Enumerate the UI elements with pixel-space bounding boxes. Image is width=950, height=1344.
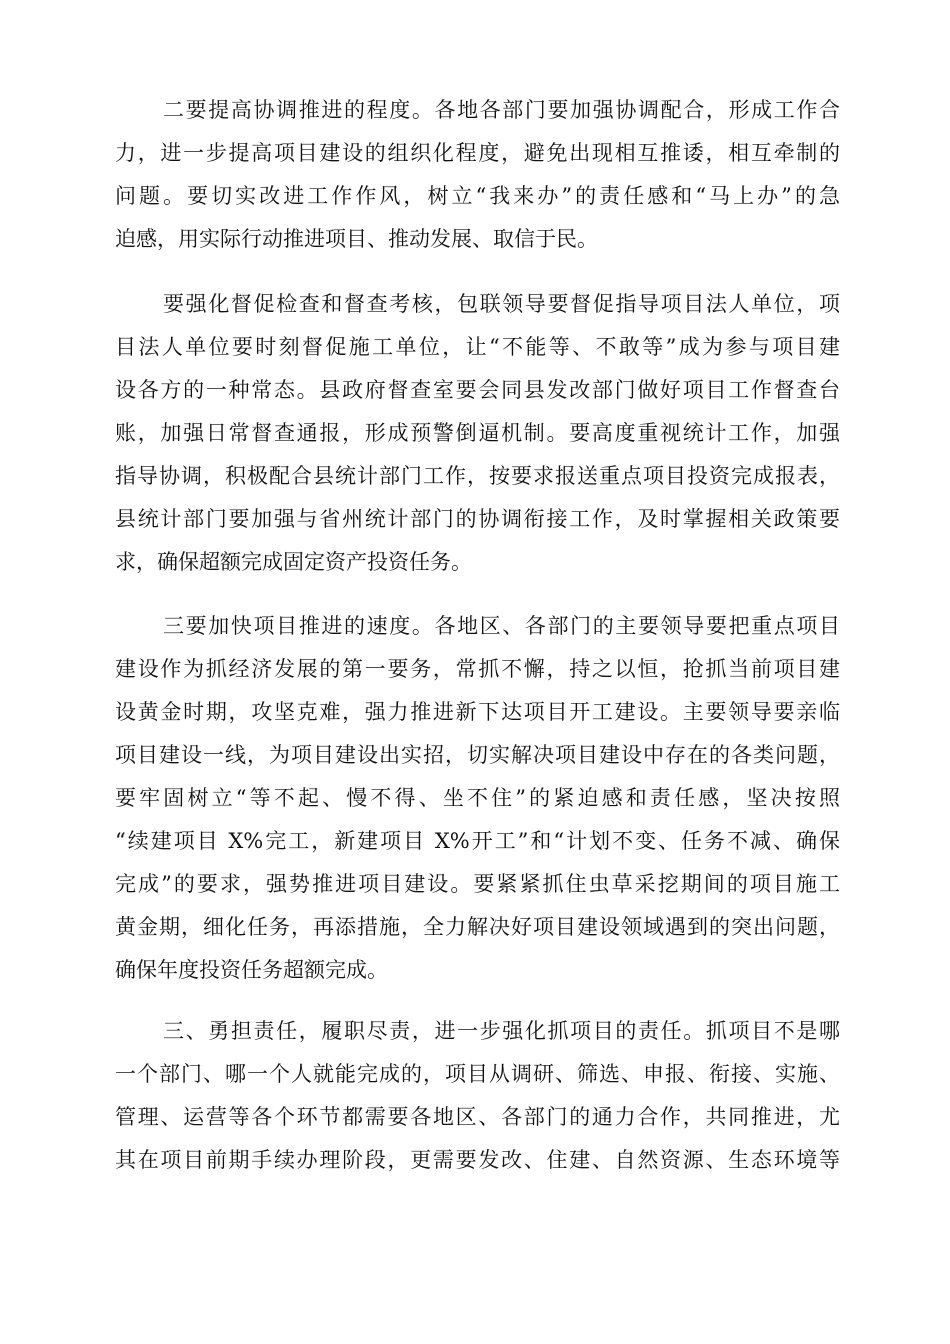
- text-line: 迫感，用实际行动推进项目、推动发展、取信于民。: [115, 227, 598, 251]
- paragraph-1: [115, 89, 840, 261]
- text-line: 其在项目前期手续办理阶段，更需要发改、住建、自然资源、生态环境等: [115, 1148, 840, 1172]
- text-line: 指导协调，积极配合县统计部门工作，按要求报送重点项目投资完成报表，: [115, 464, 840, 488]
- text-line: 三、勇担责任，履职尽责，进一步强化抓项目的责任。抓项目不是哪: [163, 1019, 840, 1043]
- text-line: 三要加快项目推进的速度。各地区、各部门的主要领导要把重点项目: [163, 614, 840, 638]
- text-line: “续建项目 X%完工，新建项目 X%开工”和“计划不变、任务不减、确保: [115, 829, 840, 853]
- text-line: 问题。要切实改进工作作风，树立“我来办”的责任感和“马上办”的急: [115, 184, 840, 208]
- paragraph-2: [115, 283, 840, 584]
- text-line: 账，加强日常督查通报，形成预警倒逼机制。要高度重视统计工作，加强: [115, 421, 840, 445]
- text-line: 设各方的一种常态。县政府督查室要会同县发改部门做好项目工作督查台: [115, 378, 840, 402]
- text-line: 目法人单位要时刻督促施工单位，让“不能等、不敢等”成为参与项目建: [115, 335, 840, 359]
- text-line: 要强化督促检查和督查考核，包联领导要督促指导项目法人单位，项: [163, 292, 840, 316]
- text-line: 管理、运营等各个环节都需要各地区、各部门的通力合作，共同推进，尤: [115, 1105, 840, 1129]
- text-line: 一个部门、哪一个人就能完成的，项目从调研、筛选、申报、衔接、实施、: [115, 1062, 840, 1086]
- paragraph-4: [115, 1010, 840, 1182]
- text-line: 项目建设一线，为项目建设出实招，切实解决项目建设中存在的各类问题，: [115, 743, 840, 767]
- text-line: 建设作为抓经济发展的第一要务，常抓不懈，持之以恒，抢抓当前项目建: [115, 657, 840, 681]
- text-line: 力，进一步提高项目建设的组织化程度，避免出现相互推诿，相互牵制的: [115, 141, 840, 165]
- text-line: 求，确保超额完成固定资产投资任务。: [115, 550, 472, 574]
- text-line: 设黄金时期，攻坚克难，强力推进新下达项目开工建设。主要领导要亲临: [115, 700, 840, 724]
- text-line: 要牢固树立“等不起、慢不得、坐不住”的紧迫感和责任感，坚决按照: [115, 786, 840, 810]
- text-line: 县统计部门要加强与省州统计部门的协调衔接工作，及时掌握相关政策要: [115, 507, 840, 531]
- text-line: 二要提高协调推进的程度。各地各部门要加强协调配合，形成工作合: [163, 98, 840, 122]
- text-line: 黄金期，细化任务，再添措施，全力解决好项目建设领域遇到的突出问题，: [115, 915, 840, 939]
- text-line: 确保年度投资任务超额完成。: [115, 958, 388, 982]
- text-line: 完成”的要求，强势推进项目建设。要紧紧抓住虫草采挖期间的项目施工: [115, 872, 840, 896]
- paragraph-3: [115, 605, 840, 992]
